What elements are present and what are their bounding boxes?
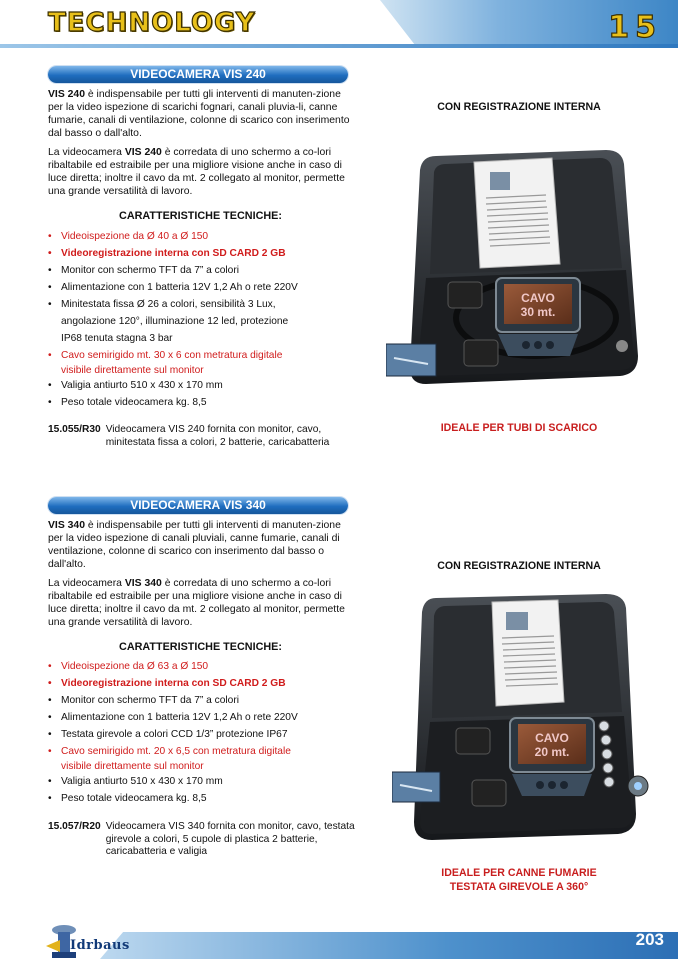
vis340-screen-line2: 20 mt.	[534, 745, 570, 759]
spec-line: visibile direttamente sul monitor	[61, 761, 204, 772]
spec-line: Cavo semirigido mt. 20 x 6,5 con metratura digitale	[61, 746, 291, 757]
vis240-specs-list	[48, 228, 358, 411]
vis240-desc-start: La videocamera	[48, 147, 125, 158]
spec-item: • Peso totale videocamera kg. 8,5	[48, 790, 358, 807]
spec-item: • Videoregistrazione interna con SD CARD 2 GB	[48, 245, 358, 262]
vis240-order-desc: Videocamera VIS 240 fornita con monitor, cavo, minitestata fissa a colori, 2 batterie, caricabatteria	[105, 424, 330, 448]
vis240-recording-label: CON REGISTRAZIONE INTERNA	[437, 101, 601, 113]
spec-item: • Peso totale videocamera kg. 8,5	[48, 394, 358, 411]
header-divider	[0, 44, 678, 48]
vis340-ideal-line2: TESTATA GIREVOLE A 360°	[449, 881, 589, 893]
vis340-screen-line1: CAVO	[535, 731, 569, 745]
vis340-order-desc: Videocamera VIS 340 fornita con monitor, cavo, testata girevole a colori, 5 cupole di plastica 2 batterie, caricabatteria e valigia	[105, 821, 355, 857]
vis240-screen-line1: CAVO	[521, 291, 555, 305]
vis240-case-photo	[386, 148, 654, 388]
page-footer	[0, 922, 678, 959]
spec-item: • Valigia antiurto 510 x 430 x 170 mm	[48, 773, 358, 790]
vis240-ideal-label: IDEALE PER TUBI DI SCARICO	[440, 422, 598, 434]
spec-item: • Testata girevole a colori CCD 1/3” protezione IP67	[48, 726, 358, 743]
spec-item: • Videoispezione da Ø 40 a Ø 150	[48, 228, 358, 245]
vis340-ideal-line1: IDEALE PER CANNE FUMARIE	[441, 867, 597, 879]
vis340-intro	[48, 519, 353, 571]
vis340-intro-text: è indispensabile per tutti gli interventi di manuten-zione per la video ispezione di canali pluviali, canne fumarie, canali di ventilazione, colonne di scarico con inserimento dal basso o dall'alto.	[48, 520, 341, 570]
spec-item: • Alimentazione con 1 batteria 12V 1,2 Ah o rete 220V	[48, 279, 358, 296]
spec-item: • Alimentazione con 1 batteria 12V 1,2 Ah o rete 220V	[48, 709, 358, 726]
vis240-desc-text: è corredata di uno schermo a co-lori ribaltabile ed estraibile per una migliore visione anche in caso di luce diretta; inoltre il cavo da mt. 2 collegato al monitor, permette una grande versatilità di lavoro.	[48, 147, 345, 197]
vis340-desc-start: La videocamera	[48, 578, 125, 589]
page-number: 203	[635, 930, 664, 949]
section-title-vis340: VIDEOCAMERA VIS 340	[48, 497, 348, 514]
vis240-desc-bold: VIS 240	[124, 147, 162, 158]
spec-line: visibile direttamente sul monitor	[61, 365, 204, 376]
vis240-intro-bold: VIS 240	[48, 89, 85, 100]
vis340-desc-text: è corredata di uno schermo a co-lori ribaltabile ed estraibile per una migliore visione anche in caso di luce diretta; inoltre il cavo da mt. 2 collegato al monitor, permette una grande versatilità di lavoro.	[48, 578, 345, 628]
vis340-ideal-label	[360, 866, 678, 894]
vis240-description	[48, 146, 353, 198]
footer-blue-band	[100, 932, 678, 959]
vis340-desc-bold: VIS 340	[124, 578, 162, 589]
vis340-intro-bold: VIS 340	[48, 520, 85, 531]
section-number: 15	[608, 10, 662, 45]
section-title-vis240: VIDEOCAMERA VIS 240	[48, 66, 348, 83]
spec-line: Minitestata fissa Ø 26 a colori, sensibilità 3 Lux,	[61, 299, 276, 310]
header-title: TECHNOLOGY	[48, 8, 256, 38]
spec-item: • Monitor con schermo TFT da 7” a colori	[48, 692, 358, 709]
vis340-order-code: 15.057/R20	[48, 821, 101, 832]
spec-item: • Monitor con schermo TFT da 7” a colori	[48, 262, 358, 279]
page-header	[0, 0, 678, 50]
spec-line: angolazione 120°, illuminazione 12 led, protezione	[61, 316, 289, 327]
vis240-intro-text: è indispensabile per tutti gli interventi di manuten-zione per la video ispezione di scarichi fognari, canali pluvia-li, canne fumarie, canali di ventilazione, colonne di scarico con inserimento dal basso o dall'alto.	[48, 89, 350, 139]
spec-line: IP68 tenuta stagna 3 bar	[61, 333, 173, 344]
vis340-specs-title: CARATTERISTICHE TECNICHE:	[119, 641, 282, 653]
vis240-order-code: 15.055/R30	[48, 424, 101, 435]
spec-item	[48, 296, 358, 347]
vis340-description	[48, 577, 353, 629]
vis240-specs-title: CARATTERISTICHE TECNICHE:	[119, 210, 282, 222]
vis340-case-photo	[392, 590, 660, 850]
company-logo-text: Idrbaus	[70, 938, 130, 953]
vis340-order	[48, 821, 368, 859]
spec-line: Cavo semirigido mt. 30 x 6 con metratura digitale	[61, 350, 283, 361]
spec-item: • Videoregistrazione interna con SD CARD 2 GB	[48, 675, 358, 692]
vis340-specs-list	[48, 658, 358, 807]
spec-item: • Valigia antiurto 510 x 430 x 170 mm	[48, 377, 358, 394]
vis240-screen-line2: 30 mt.	[520, 305, 556, 319]
vis340-recording-label: CON REGISTRAZIONE INTERNA	[437, 560, 601, 572]
vis240-order	[48, 424, 368, 449]
spec-item	[48, 347, 358, 377]
spec-item	[48, 743, 358, 773]
spec-item: • Videoispezione da Ø 63 a Ø 150	[48, 658, 358, 675]
vis240-intro	[48, 88, 353, 140]
